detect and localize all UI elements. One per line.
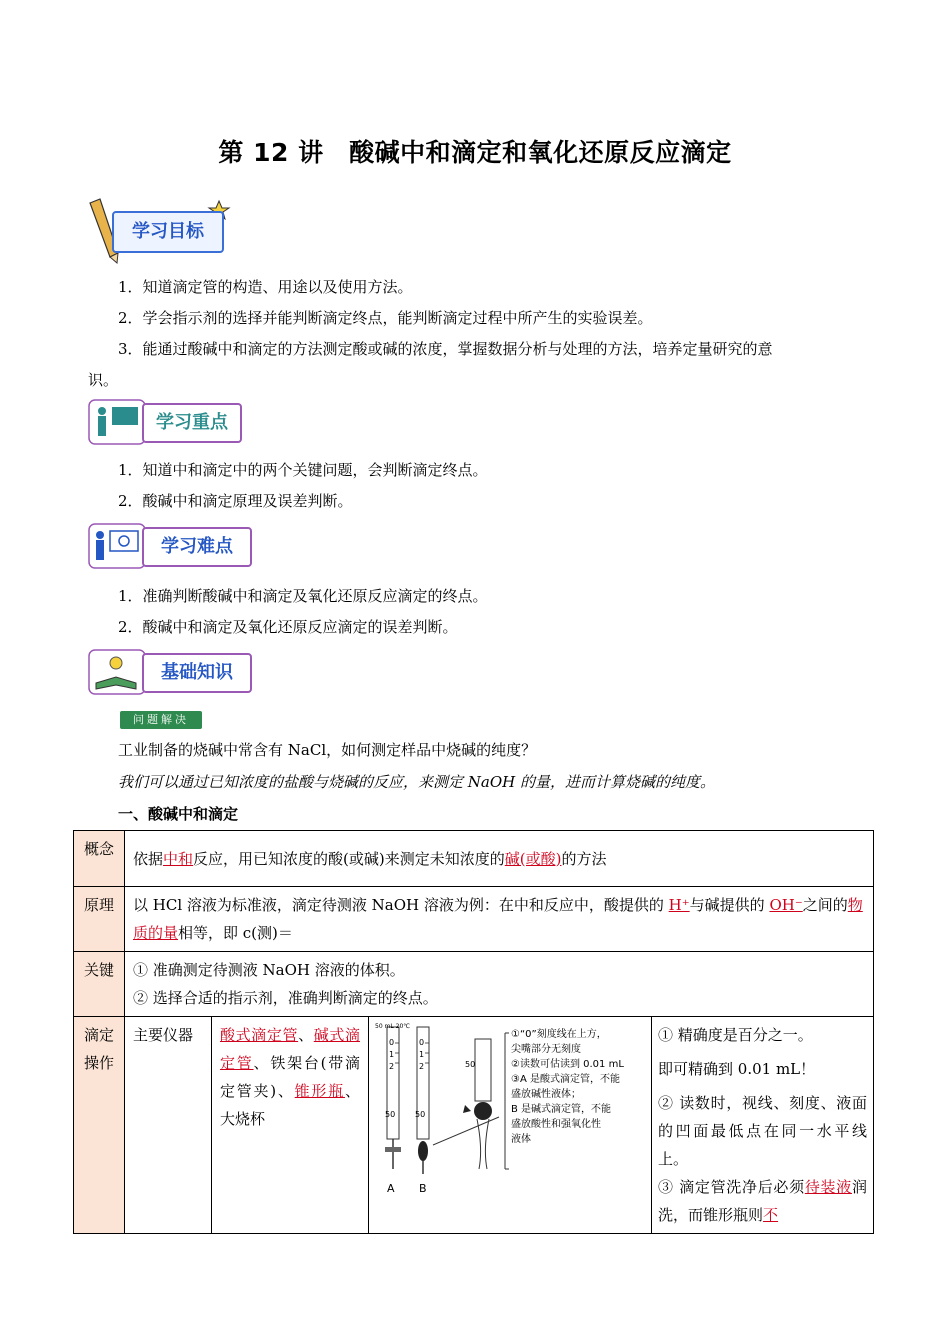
- concept-label: 概念: [74, 831, 125, 887]
- burette-note-4-answer-2: 不: [763, 1206, 779, 1224]
- diagram-note-3: ②读数可估读到 0.01 mL: [511, 1059, 624, 1070]
- operation-label: 滴定操作: [74, 1017, 125, 1234]
- diagram-note-1: ①“0”刻度线在上方，: [511, 1029, 607, 1040]
- key-line-2: ② 选择合适的指示剂，准确判断滴定的终点。: [133, 989, 438, 1007]
- burette-unit-label: 50 mL 20℃: [375, 1023, 411, 1030]
- principle-answer-3: 物质的量: [133, 896, 863, 942]
- concept-mid: 反应，用已知浓度的酸(或碱)来测定未知浓度的: [193, 849, 505, 868]
- burette-note-4-pre: ③ 滴定管洗净后必须: [658, 1178, 805, 1196]
- principle-pre: 以 HCl 溶液为标准液，滴定待测液 NaOH 溶液为例：在中和反应中，酸提供的: [133, 896, 669, 914]
- diagram-note-2: 尖嘴部分无刻度: [511, 1044, 581, 1055]
- burette-b-rubber: [418, 1141, 428, 1161]
- principle-label: 原理: [74, 887, 125, 952]
- tick-label-2-b: 2: [419, 1062, 425, 1071]
- instrument-acid-burette: 酸式滴定管: [220, 1026, 299, 1044]
- table-row-concept: [74, 831, 874, 887]
- difficult-point-1: 1．准确判断酸碱中和滴定及氧化还原反应滴定的终点。: [118, 587, 488, 605]
- table-row-principle: [74, 887, 874, 952]
- answer-text: 我们可以通过已知浓度的盐酸与烧碱的反应，来测定 NaOH 的量，进而计算烧碱的纯度。: [118, 773, 715, 791]
- principle-mid: 与碱提供的: [689, 896, 770, 914]
- badge-key-points-label: 学习重点: [142, 403, 242, 443]
- diagram-note-7: 盛放酸性和强氧化性: [511, 1119, 601, 1130]
- question-text: 工业制备的烧碱中常含有 NaCl，如何测定样品中烧碱的纯度？: [118, 741, 537, 759]
- principle-post: 相等，即 c(测)＝: [178, 924, 293, 942]
- titration-table: [73, 830, 874, 1234]
- zoom-stopcock: [474, 1102, 492, 1120]
- table-row-key: [74, 952, 874, 1017]
- key-label: 关键: [74, 952, 125, 1017]
- diagram-note-8: 液体: [511, 1134, 531, 1145]
- badge-learning-goal-label: 学习目标: [112, 211, 224, 253]
- diagram-note-5: 盛放碱性液体；: [511, 1089, 581, 1100]
- burette-note-2: 即可精确到 0.01 mL！: [658, 1060, 816, 1078]
- principle-answer-1: H⁺: [668, 896, 690, 914]
- tick-label-50-b: 50: [415, 1110, 426, 1119]
- tick-label-0-b: 0: [419, 1038, 425, 1047]
- problem-solving-tag: 问题解决: [120, 711, 202, 729]
- tick-label-50-zoom: 50: [465, 1060, 476, 1069]
- instrument-base-burette: 碱式滴定管: [220, 1026, 360, 1072]
- table-row-operation: [74, 1017, 874, 1234]
- principle-mid2: 之间的: [802, 896, 848, 914]
- book-lightbulb-icon: [88, 649, 148, 697]
- tick-label-1-b: 1: [419, 1050, 425, 1059]
- tick-label-1-a: 1: [389, 1050, 395, 1059]
- instrument-list: [212, 1017, 369, 1234]
- teacher-icon: [88, 399, 148, 447]
- difficult-point-2: 2．酸碱中和滴定及氧化还原反应滴定的误差判断。: [118, 618, 458, 636]
- instrument-post: 、大烧杯: [220, 1082, 360, 1128]
- goal-3: 3．能通过酸碱中和滴定的方法测定酸或碱的浓度，掌握数据分析与处理的方法，培养定量研究的意: [118, 340, 773, 358]
- tick-label-50-a: 50: [385, 1110, 396, 1119]
- diagram-note-6: B 是碱式滴定管，不能: [511, 1104, 612, 1115]
- burette-diagram-cell: [369, 1017, 652, 1234]
- key-line-1: ① 准确测定待测液 NaOH 溶液的体积。: [133, 961, 405, 979]
- goal-2: 2．学会指示剂的选择并能判断滴定终点，能判断滴定过程中所产生的实验误差。: [118, 309, 653, 327]
- diagram-notes: [511, 1027, 647, 1147]
- instrument-flask: 锥形瓶: [294, 1082, 345, 1100]
- key-cell: [125, 952, 874, 1017]
- burette-b-label: B: [419, 1182, 427, 1195]
- zoom-tube: [475, 1039, 491, 1101]
- goal-3-cont: 识。: [88, 371, 119, 389]
- concept-answer-1: 中和: [163, 849, 194, 868]
- burette-a-label: A: [387, 1182, 395, 1195]
- burette-note-4-answer-1: 待装液: [804, 1178, 852, 1196]
- key-point-2: 2．酸碱中和滴定原理及误差判断。: [118, 492, 353, 510]
- badge-basic-knowledge-label: 基础知识: [142, 653, 252, 693]
- principle-answer-2: OH⁻: [769, 896, 803, 914]
- tick-label-0-a: 0: [389, 1038, 395, 1047]
- burette-note-3: ② 读数时，视线、刻度、液面的凹面最低点在同一水平线上。: [658, 1094, 867, 1168]
- key-point-1: 1．知道中和滴定中的两个关键问题，会判断滴定终点。: [118, 461, 488, 479]
- instrument-sep: 、: [298, 1026, 314, 1044]
- burette-a-stopcock: [385, 1147, 401, 1152]
- tick-label-2-a: 2: [389, 1062, 395, 1071]
- badge-difficult-points-label: 学习难点: [142, 527, 252, 567]
- concept-pre: 依据: [133, 849, 164, 868]
- section-title: 一、酸碱中和滴定: [118, 805, 239, 823]
- burette-note-4-mid: 润洗，而锥形瓶则: [658, 1178, 867, 1224]
- presenter-icon: [88, 523, 148, 571]
- burette-note-1: ① 精确度是百分之一。: [658, 1026, 813, 1044]
- instrument-mid: 、铁架台(带滴定管夹)、: [220, 1054, 360, 1100]
- concept-post: 的方法: [561, 849, 607, 868]
- concept-cell: [125, 831, 874, 887]
- diagram-note-4: ③A 是酸式滴定管，不能: [511, 1074, 620, 1085]
- page-title: 第 12 讲 酸碱中和滴定和氧化还原反应滴定: [218, 138, 732, 167]
- burette-notes-cell: [652, 1017, 874, 1234]
- principle-cell: [125, 887, 874, 952]
- instrument-label: 主要仪器: [125, 1017, 212, 1234]
- concept-answer-2: 碱(或酸): [504, 849, 562, 868]
- goal-1: 1．知道滴定管的构造、用途以及使用方法。: [118, 278, 413, 296]
